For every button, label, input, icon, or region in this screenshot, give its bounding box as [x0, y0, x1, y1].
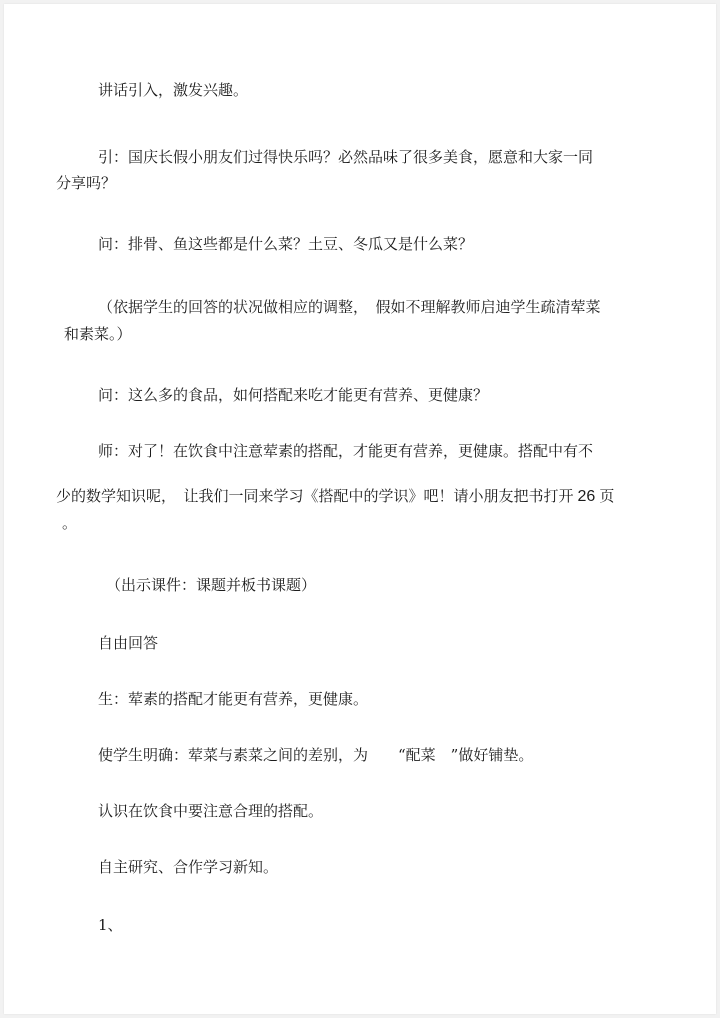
page-number: 26 — [577, 488, 596, 505]
paragraph-teacher-line3: 。 — [62, 514, 78, 532]
paragraph-student: 生：荤素的搭配才能更有营养，更健康。 — [98, 690, 369, 708]
paragraph-teacher-line1: 师：对了！在饮食中注意荤素的搭配，才能更有营养，更健康。搭配中有不 — [98, 442, 594, 460]
paragraph-note-line2: 和素菜。） — [64, 325, 132, 343]
paragraph-question-1: 问：排骨、鱼这些都是什么菜？土豆、冬瓜又是什么菜？ — [98, 235, 474, 253]
paragraph-courseware: （出示课件：课题并板书课题） — [106, 576, 317, 594]
paragraph-question-2: 问：这么多的食品，如何搭配来吃才能更有营养、更健康？ — [98, 386, 489, 404]
paragraph-self-study: 自主研究、合作学习新知。 — [98, 858, 279, 876]
paragraph-awareness: 认识在饮食中要注意合理的搭配。 — [98, 802, 324, 820]
paragraph-note-line1: （依据学生的回答的状况做相应的调整， 假如不理解教师启迪学生疏清荤菜 — [98, 298, 601, 316]
paragraph-lead-line1: 引：国庆长假小朋友们过得快乐吗？必然品味了很多美食，愿意和大家一同 — [98, 148, 594, 166]
paragraph-clarify: 使学生明确：荤菜与素菜之间的差别，为 “配菜 ”做好铺垫。 — [98, 746, 534, 764]
paragraph-teacher-line2 — [56, 486, 614, 507]
paragraph-intro: 讲话引入，激发兴趣。 — [98, 81, 249, 99]
list-number-1: 1、 — [98, 916, 123, 934]
document-page — [4, 4, 716, 1014]
paragraph-lead-line2: 分享吗？ — [56, 174, 117, 192]
page-unit: 页 — [599, 487, 615, 505]
teacher-line2-text: 少的数学知识呢， 让我们一同来学习《搭配中的学识》吧！请小朋友把书打开 — [56, 487, 574, 505]
paragraph-free-answer: 自由回答 — [98, 634, 159, 652]
